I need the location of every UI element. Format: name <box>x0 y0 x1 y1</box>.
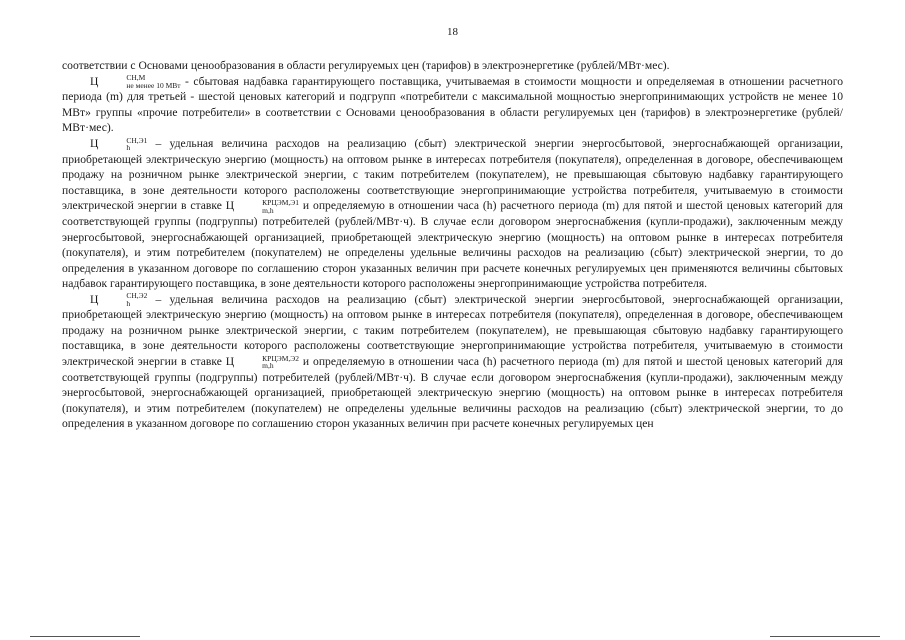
document-body <box>62 58 843 432</box>
symbol-krcem-e2: Ц КРЦЭМ,Э2 m,h <box>225 353 299 371</box>
symbol-tsn-e1: Ц СН,Э1 h <box>90 135 148 153</box>
scan-edge-left <box>30 636 140 637</box>
paragraph-4: Ц СН,Э2 h – удельная величина расходов на реализацию (сбыт) электрической энергии энергосбытовой, энергоснабжающей организации, приобретающей электрическую энергию (мощность) на оптовом рынке в интересах потребителя (покупателя), определенная в договоре, обеспечивающем продажу на розничном рынке электрической энергии, с таким потребителем (покупателем), не превышающая сбытовую надбавку гарантирующего поставщика, в зоне деятельности которого расположены соответствующие энергопринимающие устройства потребителя, учитываемую в стоимости электрической энергии в ставке Ц КРЦЭМ,Э2 m,h и определяемую в отношении часа (h) расчетного периода (m) для пятой и шестой ценовых категорий для соответствующей группы (подгруппы) потребителей (рублей/МВт·ч). В случае если договором энергоснабжения (купли-продажи), заключенным между энергосбытовой, энергоснабжающей организацией, приобретающей электрическую энергию (мощность) на оптовом рынке в интересах потребителя (покупателя), и этим потребителем (покупателем) не определены удельные величины расходов на реализацию (сбыт) электрической энергии, то до определения в указанном договоре по соглашению сторон указанных величин при расчете конечных регулируемых цен <box>62 291 843 431</box>
symbol-tsn-m: Ц СН,М не менее 10 МВт <box>90 73 181 90</box>
symbol-krcem-e1: Ц КРЦЭМ,Э1 m,h <box>225 198 299 215</box>
paragraph-2: Ц СН,М не менее 10 МВт - сбытовая надбавка гарантирующего поставщика, учитываемая в стоимости мощности и определяемая в отношении расчетного периода (m) для третьей - шестой ценовых категорий и подгрупп «потребители с максимальной мощностью энергопринимающих устройств не менее 10 МВт» группы «прочие потребители» в соответствии с Основами ценообразования в области регулируемых цен (тарифов) в электроэнергетике (рублей/МВт·мес). <box>62 73 843 135</box>
paragraph-3: Ц СН,Э1 h – удельная величина расходов на реализацию (сбыт) электрической энергии энергосбытовой, энергоснабжающей организации, приобретающей электрическую энергию (мощность) на оптовом рынке в интересах потребителя (покупателя), определенная в договоре, обеспечивающем продажу на розничном рынке электрической энергии, с таким потребителем (покупателем), не превышающая сбытовую надбавку гарантирующего поставщика, в зоне деятельности которого расположены соответствующие энергопринимающие устройства потребителя, учитываемую в стоимости электрической энергии в ставке Ц КРЦЭМ,Э1 m,h и определяемую в отношении часа (h) расчетного периода (m) для пятой и шестой ценовых категорий для соответствующей группы (подгруппы) потребителей (рублей/МВт·ч). В случае если договором энергоснабжения (купли-продажи), заключенным между энергосбытовой, энергоснабжающей организацией, приобретающей электрическую энергию (мощность) на оптовом рынке в интересах потребителя (покупателя), и этим потребителем (покупателем) не определены удельные величины расходов на реализацию (сбыт) электрической энергии, то до определения в указанном договоре по соглашению сторон указанных величин при расчете конечных регулируемых цен применяются величины сбытовых надбавок гарантирующего поставщика, в зоне деятельности которого расположены энергопринимающие устройства потребителя. <box>62 135 843 291</box>
scan-edge-right <box>770 636 880 637</box>
paragraph-1: соответствии с Основами ценообразования в области регулируемых цен (тарифов) в электроэнергетике (рублей/МВт·мес). <box>62 59 670 72</box>
symbol-tsn-e2: Ц СН,Э2 h <box>90 291 148 308</box>
page-number: 18 <box>447 26 458 38</box>
